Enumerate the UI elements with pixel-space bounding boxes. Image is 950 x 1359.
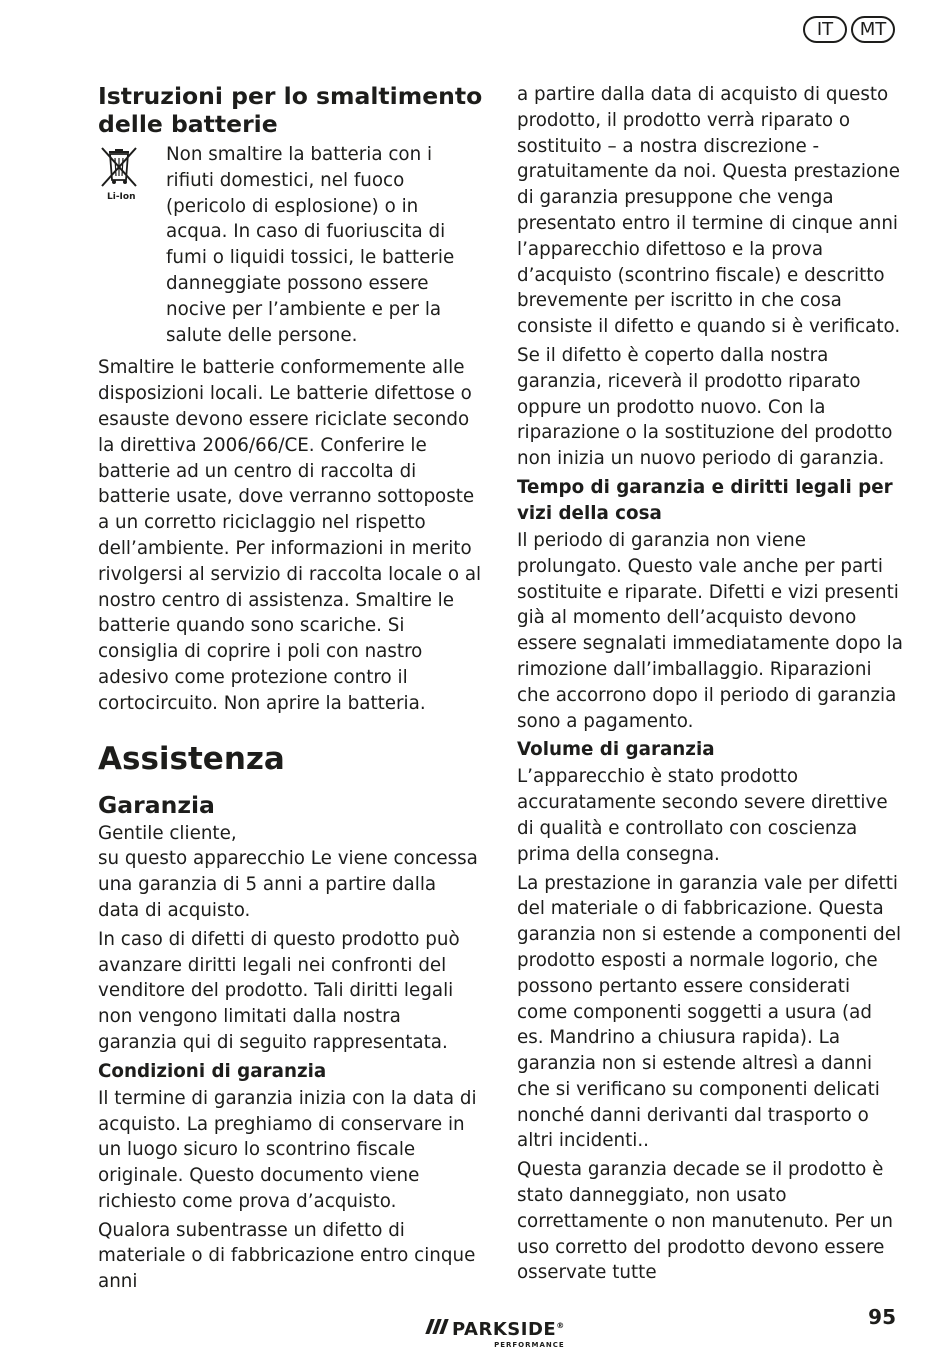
- lang-badge-mt: MT: [851, 16, 895, 43]
- parkside-logo: [428, 1316, 565, 1349]
- tempo-heading: Tempo di garanzia e diritti legali per vizi della cosa: [517, 476, 893, 524]
- lang-badge-it: IT: [803, 16, 847, 43]
- brand-name: PARKSIDE: [452, 1319, 557, 1340]
- battery-warning-block: [98, 142, 483, 351]
- volume-heading: Volume di garanzia: [517, 739, 715, 761]
- volume-text-1: L’apparecchio è stato prodotto accuratamente secondo severe direttive di qualità e controllato con coscienza prima della consegna.: [517, 766, 888, 865]
- condizioni-text-2: Qualora subentrasse un difetto di materiale o di fabbricazione entro cinque anni: [98, 1219, 476, 1293]
- language-badges: [803, 16, 895, 43]
- garanzia-heading: Garanzia: [98, 790, 215, 819]
- assistenza-heading: Assistenza: [98, 740, 285, 777]
- registered-mark: ®: [556, 1321, 565, 1330]
- battery-warning-text: Non smaltire la batteria con i rifiuti domestici, nel fuoco (pericolo di esplosione) o in acqua. In caso di fuoriuscita di fumi o liquidi tossici, le batterie danneggiate possono essere nocive per l’ambiente e per la salute delle persone.: [166, 144, 455, 346]
- battery-disposal-heading: Istruzioni per lo smaltimento delle batterie: [98, 82, 483, 138]
- logo-stripes-icon: [428, 1319, 446, 1334]
- garanzia-intro: Gentile cliente, su questo apparecchio Le viene concessa una garanzia di 5 anni a partire dalla data di acquisto.: [98, 822, 478, 921]
- condizioni-text-1: Il termine di garanzia inizia con la data di acquisto. La preghiamo di conservare in un luogo sicuro lo scontrino fiscale originale. Questo documento viene richiesto come prova d’acquisto.: [98, 1087, 477, 1212]
- condizioni-heading: Condizioni di garanzia: [98, 1060, 327, 1082]
- li-ion-label: Li-Ion: [107, 192, 136, 202]
- right-column: [517, 82, 903, 1289]
- garanzia-continuation: a partire dalla data di acquisto di questo prodotto, il prodotto verrà riparato o sostituito – a nostra discrezione - gratuitamente da noi. Questa prestazione di garanzia presuppone che venga presentato entro il termine di cinque anni l’apparecchio difettoso e la prova d’acquisto (scontrino fiscale) e descritto brevemente per iscritto in che cosa consiste il difetto e quando si è verificato.: [517, 84, 901, 338]
- left-column: [98, 82, 483, 1298]
- tempo-text: Il periodo di garanzia non viene prolungato. Questo vale anche per parti sostituite e riparate. Difetti e vizi presenti già al momento dell’acquisto devono essere segnalati immediatamente dopo la rimozione dall’imballaggio. Riparazioni che accorrono dopo il periodo di garanzia sono a pagamento.: [517, 529, 903, 732]
- battery-disposal-text: Smaltire le batterie conformemente alle disposizioni locali. Le batterie difettose o esauste devono essere riciclate secondo la direttiva 2006/66/CE. Conferire le batterie ad un centro di raccolta di batterie usate, dove verranno sottoposte a un corretto riciclaggio nel rispetto dell’ambiente. Per informazioni in merito rivolgersi al servizio di raccolta locale o al nostro centro di assistenza. Smaltire le batterie quando sono scariche. Si consiglia di coprire i poli con nastro adesivo come protezione contro il cortocircuito. Non aprire la batteria.: [98, 357, 482, 714]
- volume-text-2: La prestazione in garanzia vale per difetti del materiale o di fabbricazione. Questa garanzia non si estende a componenti del prodotto esposti a normale logorio, che possono pertanto essere considerati come componenti soggetti a usura (ad es. Mandrino a chiusura rapida). La garanzia non si estende altresì a danni che si verificano su componenti delicati nonché danni derivanti dal trasporto o altri incidenti..: [517, 872, 902, 1152]
- page-number: 95: [868, 1305, 896, 1329]
- volume-text-3: Questa garanzia decade se il prodotto è stato danneggiato, non usato correttamente o non manutenuto. Per un uso corretto del prodotto devono essere osservate tutte: [517, 1159, 893, 1284]
- garanzia-legal-rights: In caso di difetti di questo prodotto può avanzare diritti legali nei confronti del venditore del prodotto. Tali diritti legali non vengono limitati dalla nostra garanzia qui di seguito rappresentata.: [98, 928, 460, 1053]
- crossed-out-bin-icon: [98, 142, 166, 351]
- brand-subtitle: PERFORMANCE: [494, 1341, 565, 1349]
- garanzia-repair-text: Se il difetto è coperto dalla nostra garanzia, riceverà il prodotto riparato oppure un prodotto nuovo. Con la riparazione o la sostituzione del prodotto non inizia un nuovo periodo di garanzia.: [517, 344, 893, 470]
